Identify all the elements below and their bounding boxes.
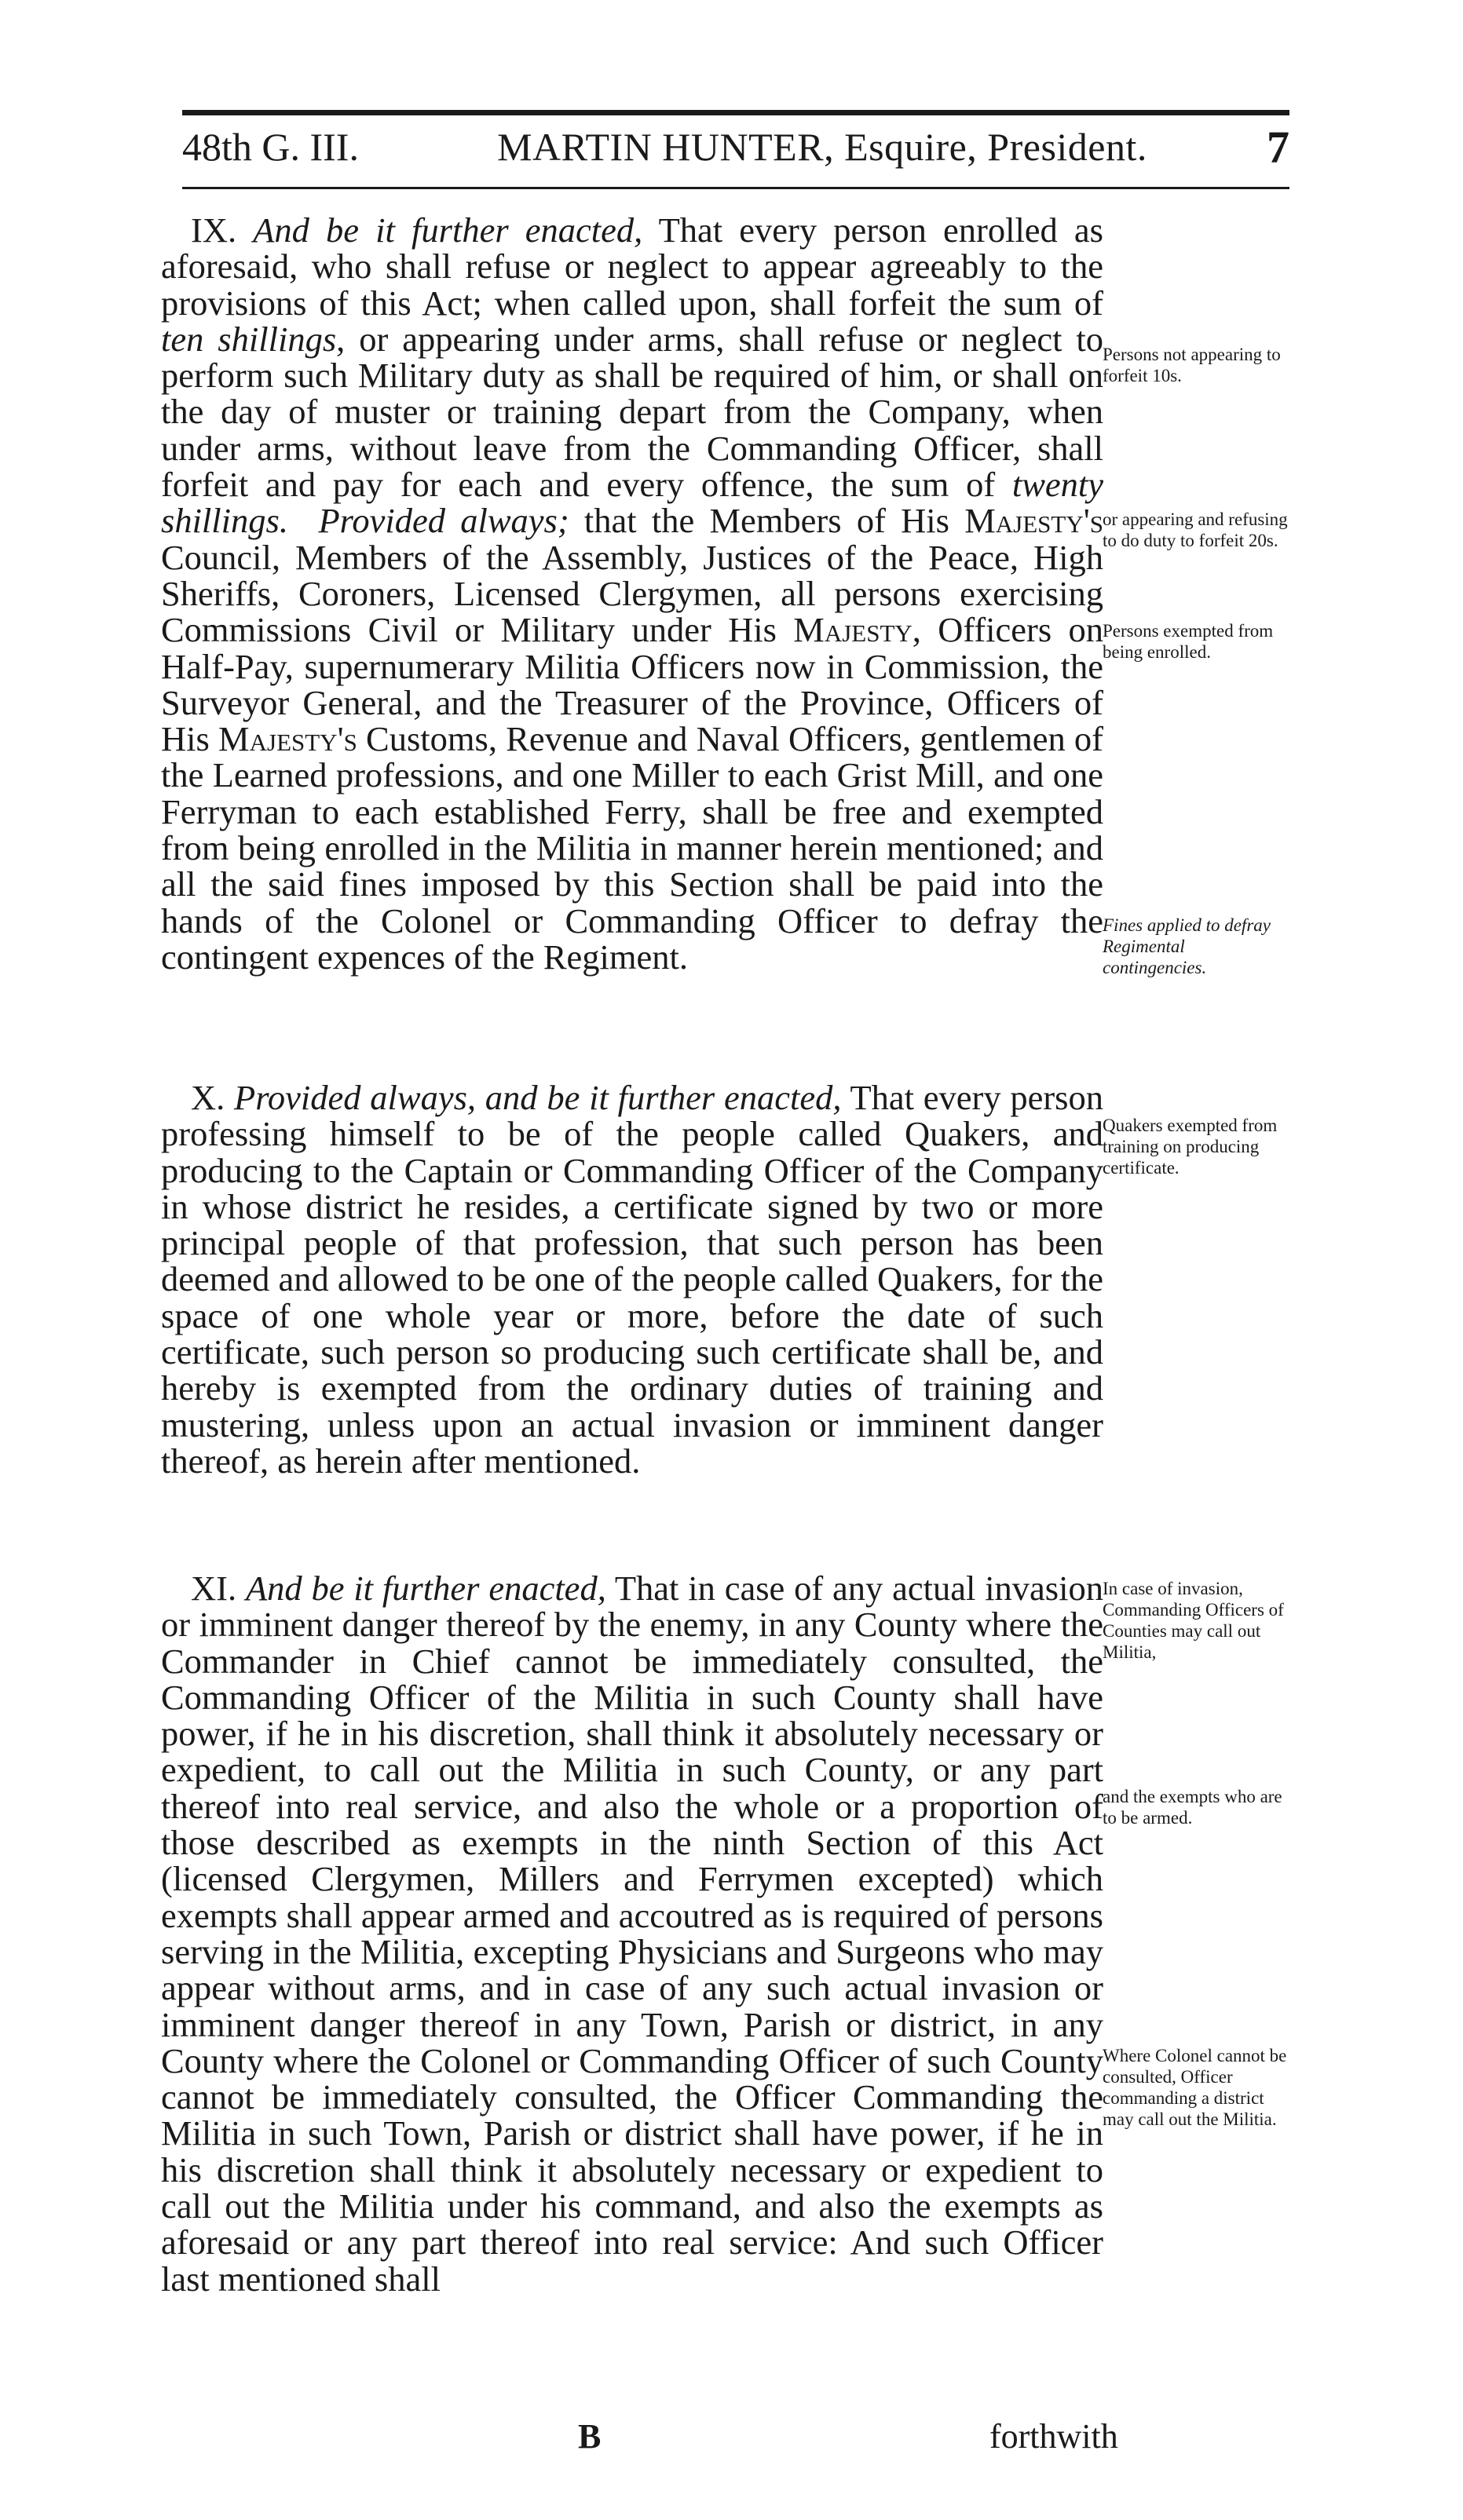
margin-note-refusing-duty: or appearing and refusing to do duty to forfeit 20s.: [1103, 509, 1288, 550]
section-ix-text-6: Customs, Revenue and Naval Officers, gentlemen of the Learned professions, and one Miller to each Grist Mill, and one Ferryman to each established Ferry, shall be free and exempted from being enrolled in the Militia in manner herein mentioned; and all the said fines imposed by this Section shall be paid into the hands of the Colonel or Commanding Officer to defray the contingent expences of the Regiment.: [161, 719, 1103, 977]
header-bottom-rule: [182, 187, 1289, 189]
margin-note-colonel-not-consulted: Where Colonel cannot be consulted, Officer commanding a district may call out the Militia.: [1103, 2046, 1287, 2129]
section-ix-text-4: Council, Members of the Assembly, Justices of the Peace, High Sheriffs, Coroners, Licensed Clergymen, all persons exercising Commissions Civil or Military under His: [161, 537, 1103, 650]
header-top-rule: [182, 110, 1289, 115]
section-x-text: That every person professing himself to be of the people called Quakers, and producing to the Captain or Commanding Officer of the Company in whose district he resides, a certificate signed by two or more principal people of that profession, that such person has been deemed and allowed to be one of the people called Quakers, for the space of one whole year or more, before the date of such certificate, such person so producing such certificate shall be, and hereby is exempted from the ordinary duties of training and mustering, unless upon an actual invasion or imminent danger thereof, as herein after mentioned.: [161, 1078, 1103, 1481]
margin-note-exempts-armed: and the exempts who are to be armed.: [1103, 1787, 1282, 1828]
margin-note-fines: Fines applied to defray Regimental contingencies.: [1103, 915, 1271, 977]
section-x-enacting-clause: Provided always, and be it further enacted,: [234, 1078, 842, 1117]
section-x: [161, 1079, 1103, 1479]
section-xi: [161, 1570, 1103, 2297]
section-ix-text-3: that the Members of His: [569, 501, 965, 541]
section-xi-numeral: XI.: [191, 1569, 237, 1608]
section-ix-amount-1: ten shillings: [161, 319, 337, 359]
section-ix-proviso: Provided always;: [318, 501, 569, 541]
section-ix-majesty-3: Majesty's: [218, 719, 357, 759]
session-reference: 48th G. III.: [182, 125, 359, 169]
section-ix-numeral: IX.: [191, 210, 237, 250]
section-ix-text-5: Officers on Half-Pay, supernumerary Militia Officers now in Commission, the Surveyor General, and the Treasurer of the Province, Officers of His: [161, 610, 1103, 759]
section-ix: [161, 212, 1103, 975]
section-ix-majesty-2: Majesty,: [793, 610, 921, 650]
margin-note-quakers: Quakers exempted from training on producing certificate.: [1103, 1116, 1278, 1178]
section-x-paragraph: [161, 1079, 1103, 1479]
section-ix-amount-2: twenty shillings.: [161, 465, 1103, 541]
section-ix-enacting-clause: And be it further enacted,: [253, 210, 643, 250]
running-header: [182, 116, 1289, 177]
margin-note-exempted: Persons exempted from being enrolled.: [1103, 621, 1274, 662]
running-title: MARTIN HUNTER, Esquire, President.: [497, 125, 1147, 169]
margin-note-invasion: In case of invasion, Commanding Officers of Counties may call out Militia,: [1103, 1579, 1284, 1662]
page-number: 7: [1267, 121, 1289, 173]
section-xi-text: That in case of any actual invasion or imminent danger thereof by the enemy, in any County where the Commander in Chief cannot be immediately consulted, the Commanding Officer of the Militia in such County shall have power, if he in his discretion, shall think it absolutely necessary or expedient, to call out the Militia in such County, or any part thereof into real service, and also the whole or a proportion of those described as exempts in the ninth Section of this Act (licensed Clergymen, Millers and Ferrymen excepted) which exempts shall appear armed and accoutred as is required of persons serving in the Militia, excepting Physicians and Surgeons who may appear without arms, and in case of any such actual invasion or imminent danger thereof in any Town, Parish or district, in any County where the Colonel or Commanding Officer of such County cannot be immediately consulted, the Officer Commanding the Militia in such Town, Parish or district shall have power, if he in his discretion shall think it absolutely necessary or expedient to call out the Militia under his command, and also the exempts as aforesaid or any part thereof into real service: And such Officer last mentioned shall: [161, 1569, 1103, 2299]
section-ix-majesty-1: Majesty's: [964, 501, 1103, 541]
catchword: forthwith: [989, 2417, 1118, 2456]
section-xi-paragraph: [161, 1570, 1103, 2297]
section-ix-text-2: , or appearing under arms, shall refuse or neglect to perform such Military duty as shall be required of him, or shall on the day of muster or training depart from the Company, when under arms, without leave from the Commanding Officer, shall forfeit and pay for each and every offence, the sum of: [161, 319, 1103, 505]
section-xi-enacting-clause: And be it further enacted,: [245, 1569, 606, 1608]
margin-note-not-appearing: Persons not appearing to forfeit 10s.: [1103, 345, 1281, 385]
section-x-numeral: X.: [191, 1078, 225, 1117]
section-ix-paragraph: [161, 212, 1103, 975]
section-ix-text-1: That every person enrolled as aforesaid, who shall refuse or neglect to appear agreeably to the provisions of this Act; when called upon, shall forfeit the sum of: [161, 210, 1104, 323]
signature-mark: B: [578, 2417, 602, 2456]
